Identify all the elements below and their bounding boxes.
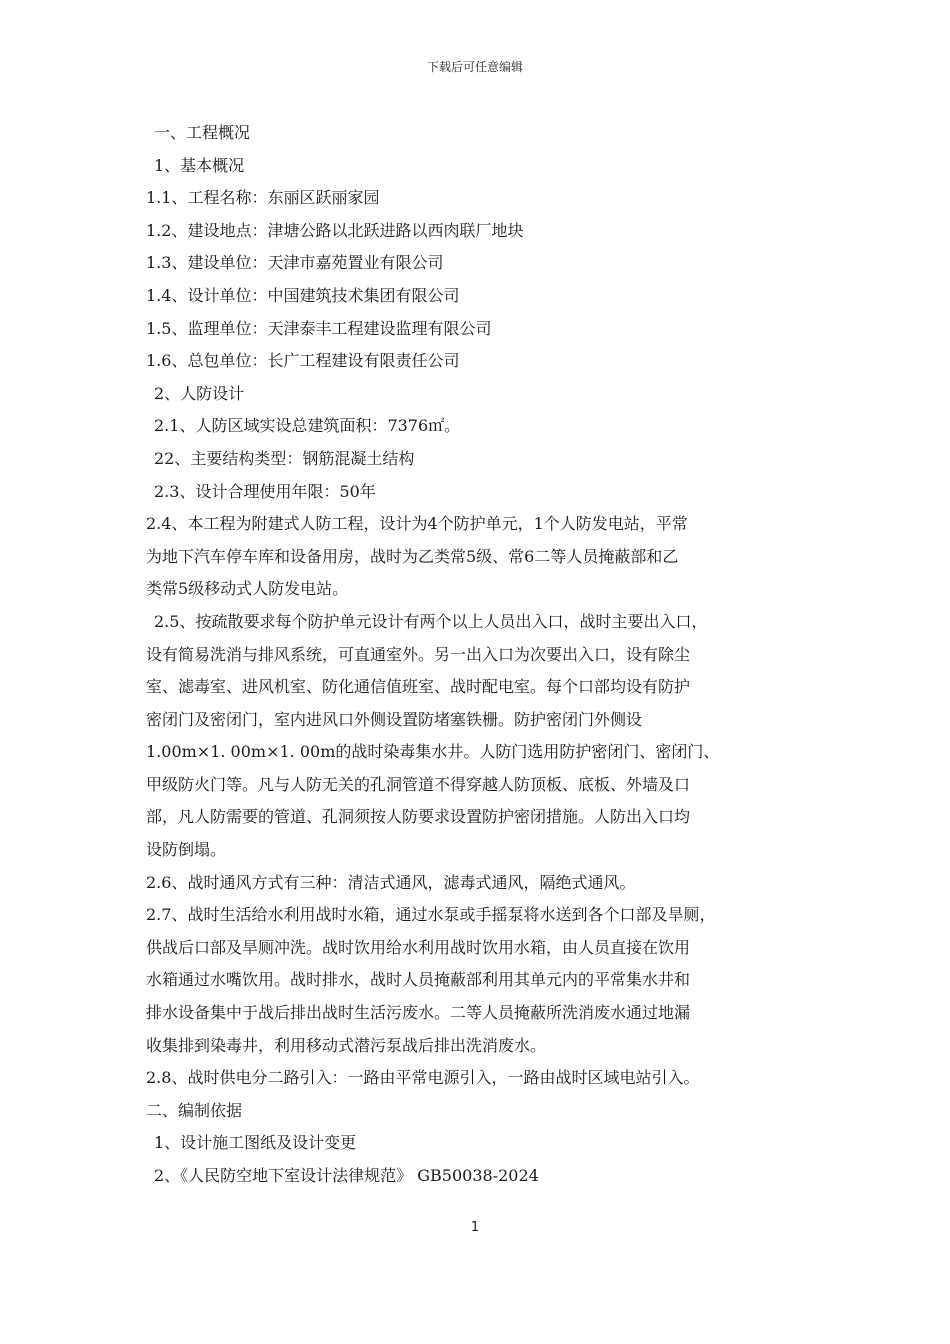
text-line: 收集排到染毒井，利用移动式潜污泵战后排出洗消废水。 <box>146 1035 547 1055</box>
text-line: 密闭门及密闭门，室内进风口外侧设置防堵塞铁栅。防护密闭门外侧设 <box>146 709 643 729</box>
text-line: 2.8、战时供电分二路引入：一路由平常电源引入，一路由战时区域电站引入。 <box>146 1068 700 1088</box>
text-line: 1.00m×1. 00m×1. 00m的战时染毒集水井。人防门选用防护密闭门、密闭门、 <box>146 742 720 762</box>
text-line: 水箱通过水嘴饮用。战时排水，战时人员掩蔽部利用其单元内的平常集水井和 <box>146 970 691 990</box>
text-line: 设有简易洗消与排风系统，可直通室外。另一出入口为次要出入口，设有除尘 <box>146 644 691 664</box>
text-line: 设防倒塌。 <box>146 840 227 860</box>
text-line: 2.5、按疏散要求每个防护单元设计有两个以上人员出入口，战时主要出入口， <box>154 611 708 631</box>
text-line: 2.7、战时生活给水利用战时水箱，通过水泵或手摇泵将水送到各个口部及旱厕， <box>146 905 716 925</box>
text-line: 1.5、监理单位：天津泰丰工程建设监理有限公司 <box>146 318 492 338</box>
text-line: 部，凡人防需要的管道、孔洞须按人防要求设置防护密闭措施。人防出入口均 <box>146 807 691 827</box>
text-line: 1.3、建设单位：天津市嘉苑置业有限公司 <box>146 253 444 273</box>
document-body <box>146 117 816 1193</box>
text-line: 排水设备集中于战后排出战时生活污废水。二等人员掩蔽所洗消废水通过地漏 <box>146 1003 691 1023</box>
text-line: 供战后口部及旱厕冲洗。战时饮用给水利用战时饮用水箱，由人员直接在饮用 <box>146 937 691 957</box>
text-line: 一、工程概况 <box>154 123 251 142</box>
page-number: 1 <box>470 1220 480 1235</box>
text-line: 2.1、人防区域实设总建筑面积：7376㎡。 <box>154 416 461 436</box>
text-line: 1、设计施工图纸及设计变更 <box>154 1133 357 1153</box>
text-line: 2.6、战时通风方式有三种：清洁式通风，滤毒式通风，隔绝式通风。 <box>146 872 636 892</box>
text-line: 1.6、总包单位：长广工程建设有限责任公司 <box>146 351 460 371</box>
text-line: 为地下汽车停车库和设备用房，战时为乙类常5级、常6二等人员掩蔽部和乙 <box>146 546 679 566</box>
text-line: 22、主要结构类型：钢筋混凝土结构 <box>154 448 415 468</box>
page-header: 下载后可任意编辑 <box>426 60 523 74</box>
text-line: 室、滤毒室、进风机室、防化通信值班室、战时配电室。每个口部均设有防护 <box>146 677 691 697</box>
text-line: 2.4、本工程为附建式人防工程，设计为4个防护单元，1个人防发电站，平常 <box>146 514 688 534</box>
text-line: 1.2、建设地点：津塘公路以北跃进路以西肉联厂地块 <box>146 220 524 240</box>
text-line: 2、《人民防空地下室设计法律规范》 GB50038-2024 <box>154 1166 539 1185</box>
text-line: 1.1、工程名称：东丽区跃丽家园 <box>146 188 380 208</box>
text-line: 1.4、设计单位：中国建筑技术集团有限公司 <box>146 285 460 305</box>
text-line: 2.3、设计合理使用年限：50年 <box>154 481 376 501</box>
text-line: 二、编制依据 <box>146 1100 243 1120</box>
text-line: 1、基本概况 <box>154 155 245 175</box>
text-line: 类常5级移动式人防发电站。 <box>146 579 349 599</box>
text-line: 甲级防火门等。凡与人防无关的孔洞管道不得穿越人防顶板、底板、外墙及口 <box>146 774 691 794</box>
text-line: 2、人防设计 <box>154 383 245 403</box>
